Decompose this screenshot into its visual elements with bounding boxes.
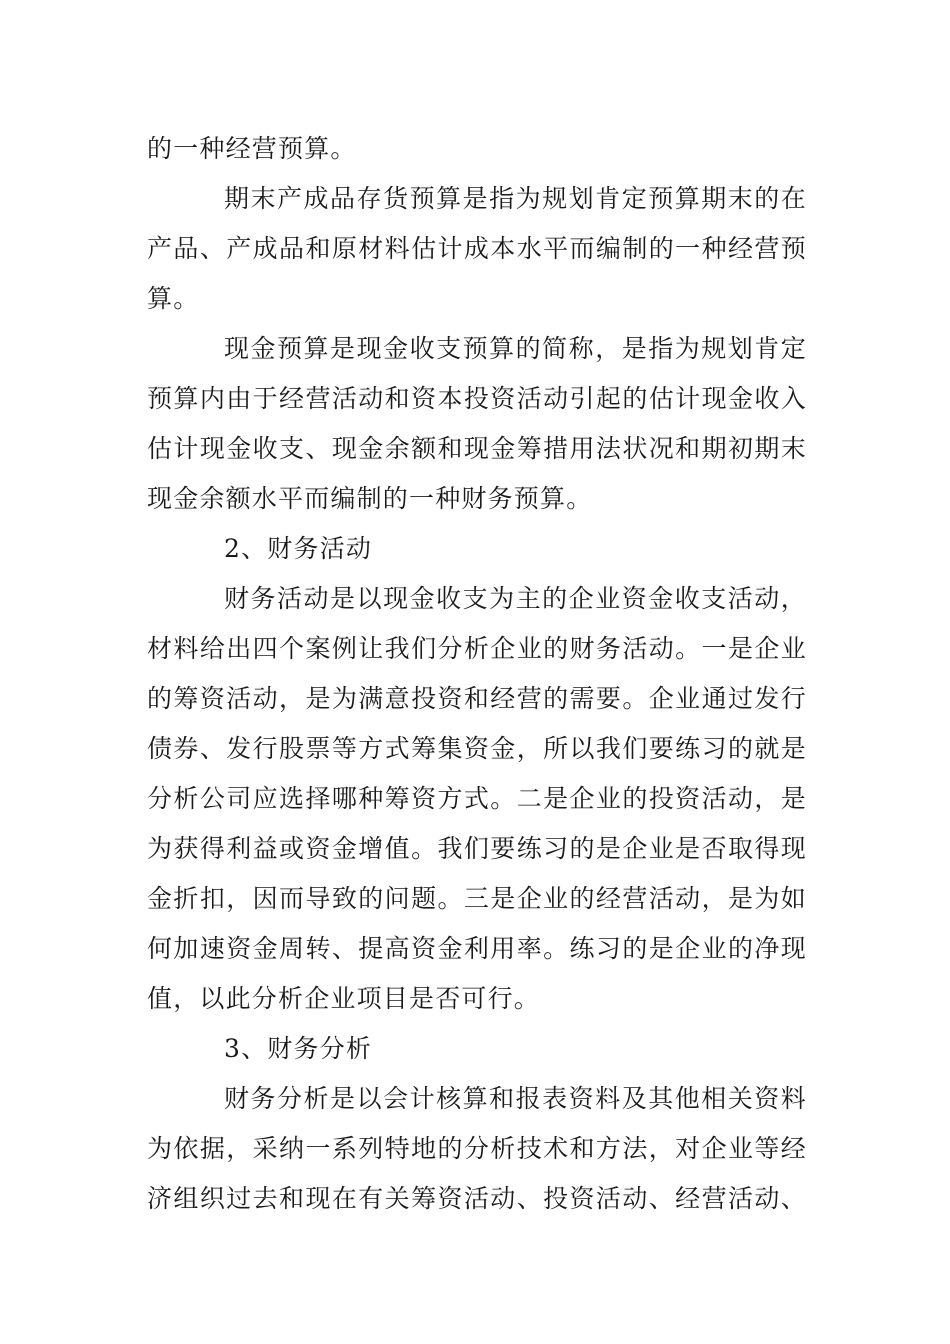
text-line: 现金余额水平而编制的一种财务预算。: [147, 484, 593, 513]
text-line: 为获得利益或资金增值。我们要练习的是企业是否取得现: [147, 834, 807, 863]
paragraph-first-line: 财务活动是以现金收支为主的企业资金收支活动，: [224, 584, 807, 613]
text-line: 金折扣，因而导致的问题。三是企业的经营活动，是为如: [147, 884, 807, 913]
text-line: 算。: [147, 284, 200, 313]
text-line: 分析公司应选择哪种筹资方式。二是企业的投资活动，是: [147, 784, 807, 813]
paragraph-first-line: 期末产成品存货预算是指为规划肯定预算期末的在: [224, 184, 807, 213]
text-line: 估计现金收支、现金余额和现金筹措用法状况和期初期末: [147, 434, 807, 463]
text-line: 何加速资金周转、提高资金利用率。练习的是企业的净现: [147, 934, 807, 963]
text-line: 为依据，采纳一系列特地的分析技术和方法，对企业等经: [147, 1134, 807, 1163]
section-heading: 3、财务分析: [224, 1034, 373, 1063]
text-line: 的筹资活动，是为满意投资和经营的需要。企业通过发行: [147, 684, 807, 713]
text-line: 的一种经营预算。: [147, 134, 357, 163]
text-line: 预算内由于经营活动和资本投资活动引起的估计现金收入: [147, 384, 807, 413]
paragraph-first-line: 现金预算是现金收支预算的简称，是指为规划肯定: [224, 334, 807, 363]
section-heading: 2、财务活动: [224, 534, 373, 563]
text-line: 值，以此分析企业项目是否可行。: [147, 984, 541, 1013]
text-line: 材料给出四个案例让我们分析企业的财务活动。一是企业: [147, 634, 807, 663]
text-line: 债券、发行股票等方式筹集资金，所以我们要练习的就是: [147, 734, 807, 763]
text-line: 济组织过去和现在有关筹资活动、投资活动、经营活动、: [147, 1184, 807, 1213]
paragraph-first-line: 财务分析是以会计核算和报表资料及其他相关资料: [224, 1084, 807, 1113]
text-line: 产品、产成品和原材料估计成本水平而编制的一种经营预: [147, 234, 807, 263]
